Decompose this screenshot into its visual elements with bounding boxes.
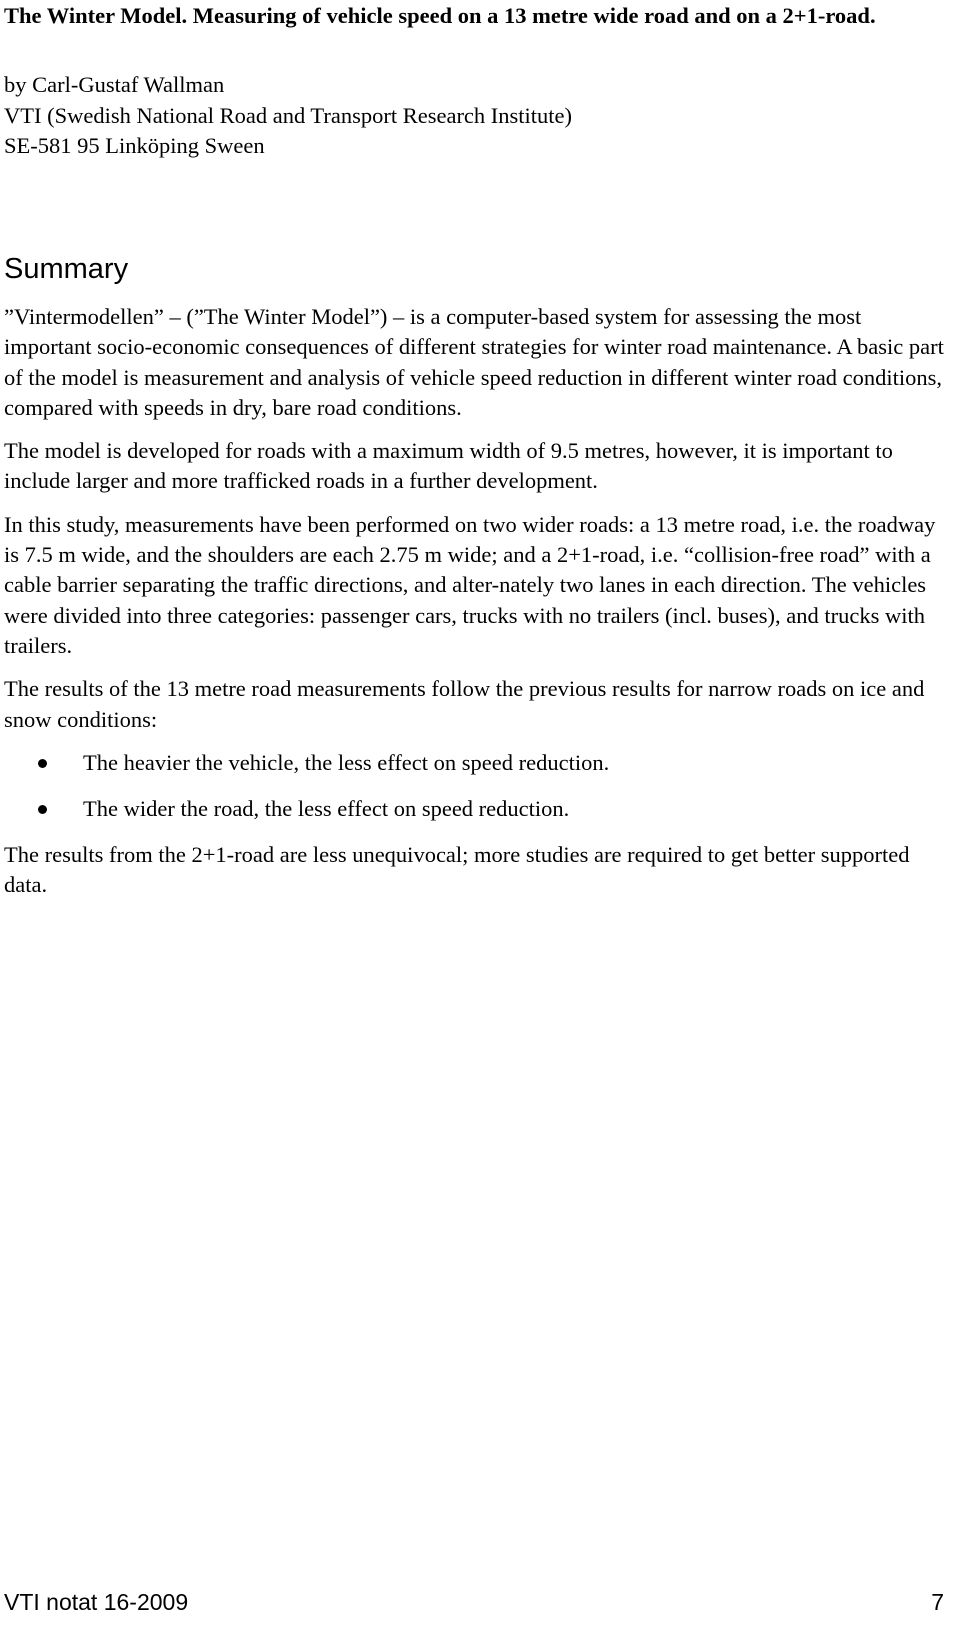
summary-paragraph: In this study, measurements have been performed on two wider roads: a 13 metre road, i.e. the roadway is 7.5 m wide, and the shoulders are each 2.75 m wide; and a 2+1-road, i.e. “collision-free road” with a cable barrier separating the traffic directions, and alter-nately two lanes in each direction. The vehicles were divided into three categories: passenger cars, trucks with no trailers (incl. buses), and trucks with trailers. <box>4 511 936 658</box>
bullet-item <box>4 794 949 824</box>
bullet-text: The wider the road, the less effect on speed reduction. <box>83 795 570 821</box>
bullet-text: The heavier the vehicle, the less effect on speed reduction. <box>83 749 610 775</box>
author-affiliation: VTI (Swedish National Road and Transport Research Institute) <box>4 102 573 128</box>
closing-paragraph: The results from the 2+1-road are less unequivocal; more studies are required to get better supported data. <box>4 841 910 898</box>
page-number: 7 <box>931 1589 944 1615</box>
summary-heading: Summary <box>4 253 129 285</box>
bullet-item <box>4 748 949 778</box>
page-footer <box>4 1586 944 1618</box>
author-block <box>4 70 939 162</box>
summary-paragraph: The model is developed for roads with a maximum width of 9.5 metres, however, it is important to include larger and more trafficked roads in a further development. <box>4 438 893 494</box>
author-name: by Carl-Gustaf Wallman <box>4 72 225 97</box>
results-bullet-list <box>4 748 949 824</box>
summary-paragraph: ”Vintermodellen” – (”The Winter Model”) – is a computer-based system for assessing the most important socio-economic consequences of different strategies for winter road maintenance. A basic part of the model is measurement and analysis of vehicle speed reduction in different winter road conditions, compared with speeds in dry, bare road conditions. <box>4 304 944 420</box>
document-title: The Winter Model. Measuring of vehicle speed on a 13 metre wide road and on a 2+1-road. <box>4 3 876 28</box>
summary-paragraph: The results of the 13 metre road measurements follow the previous results for narrow roads on ice and snow conditions: <box>4 676 925 732</box>
summary-body <box>4 302 949 913</box>
bullet-icon <box>38 759 47 768</box>
author-address: SE-581 95 Linköping Sween <box>4 133 265 158</box>
bullet-icon <box>38 805 47 814</box>
footer-report-id: VTI notat 16-2009 <box>4 1589 189 1615</box>
